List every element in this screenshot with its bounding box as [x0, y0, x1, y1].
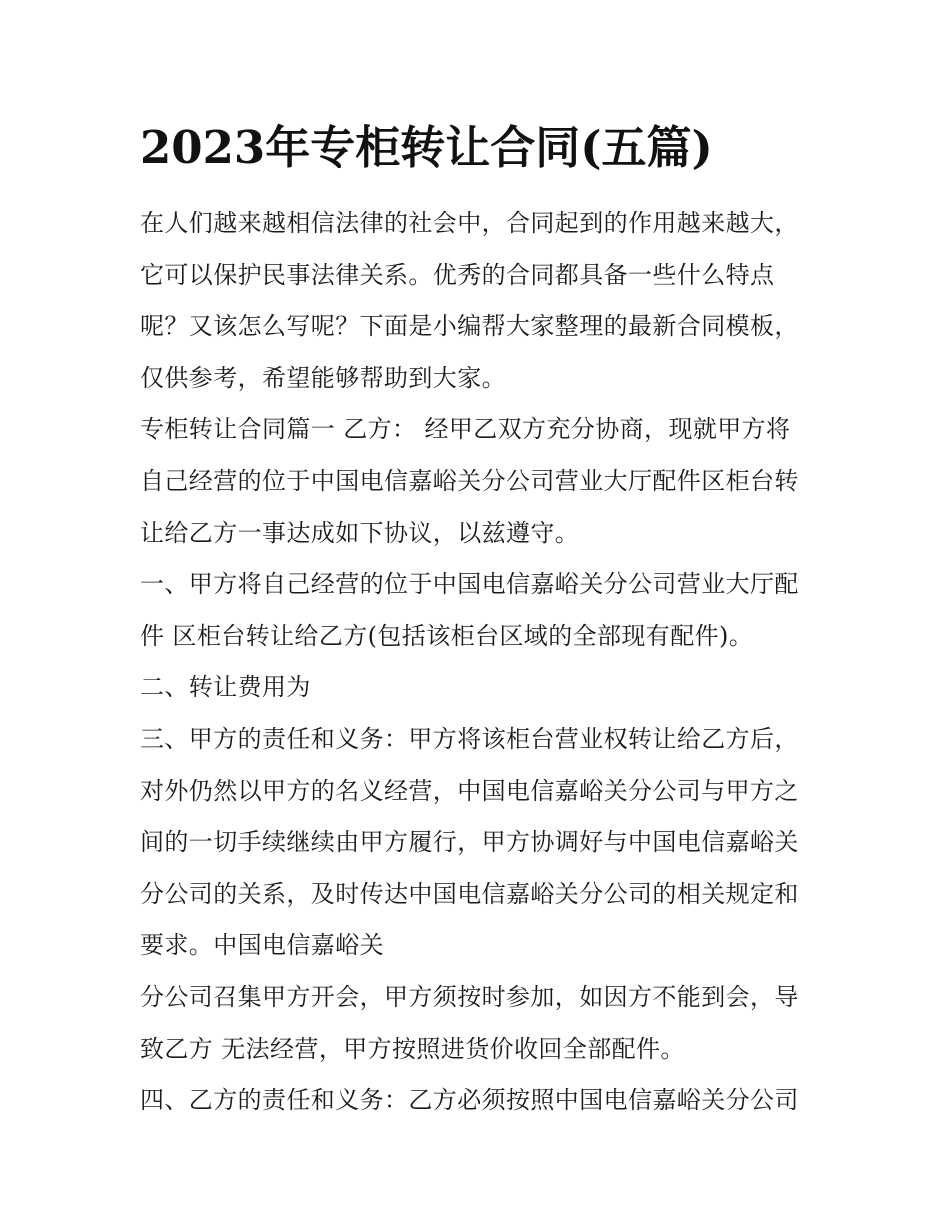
body-line: 三、甲方的责任和义务：甲方将该柜台营业权转让给乙方后， — [140, 724, 799, 753]
document-title: 2023年专柜转让合同(五篇) — [140, 121, 713, 174]
body-line: 要求。中国电信嘉峪关 — [140, 931, 384, 960]
document-body — [140, 198, 812, 1127]
body-line: 间的一切手续继续由甲方履行，甲方协调好与中国电信嘉峪关 — [140, 828, 799, 857]
body-line: 分公司召集甲方开会，甲方须按时参加，如因方不能到会，导 — [140, 982, 799, 1011]
body-line: 二、转让费用为 — [140, 673, 311, 702]
body-line: 件 区柜台转让给乙方(包括该柜台区域的全部现有配件)。 — [140, 621, 754, 650]
body-line: 仅供参考，希望能够帮助到大家。 — [140, 363, 506, 392]
body-line: 四、乙方的责任和义务：乙方必须按照中国电信嘉峪关分公司 — [140, 1086, 799, 1115]
body-line: 呢？又该怎么写呢？下面是小编帮大家整理的最新合同模板， — [140, 312, 799, 341]
body-line: 让给乙方一事达成如下协议，以兹遵守。 — [140, 518, 580, 547]
body-line: 自己经营的位于中国电信嘉峪关分公司营业大厅配件区柜台转 — [140, 466, 799, 495]
body-line: 一、甲方将自己经营的位于中国电信嘉峪关分公司营业大厅配 — [140, 570, 799, 599]
body-line: 对外仍然以甲方的名义经营，中国电信嘉峪关分公司与甲方之 — [140, 776, 799, 805]
body-line: 在人们越来越相信法律的社会中，合同起到的作用越来越大， — [140, 209, 799, 237]
body-line: 它可以保护民事法律关系。优秀的合同都具备一些什么特点 — [140, 260, 775, 289]
body-line: 专柜转让合同篇一 乙方： 经甲乙双方充分协商，现就甲方将 — [140, 415, 791, 444]
body-line: 分公司的关系，及时传达中国电信嘉峪关分公司的相关规定和 — [140, 879, 799, 908]
body-line: 致乙方 无法经营，甲方按照进货价收回全部配件。 — [140, 1034, 685, 1063]
